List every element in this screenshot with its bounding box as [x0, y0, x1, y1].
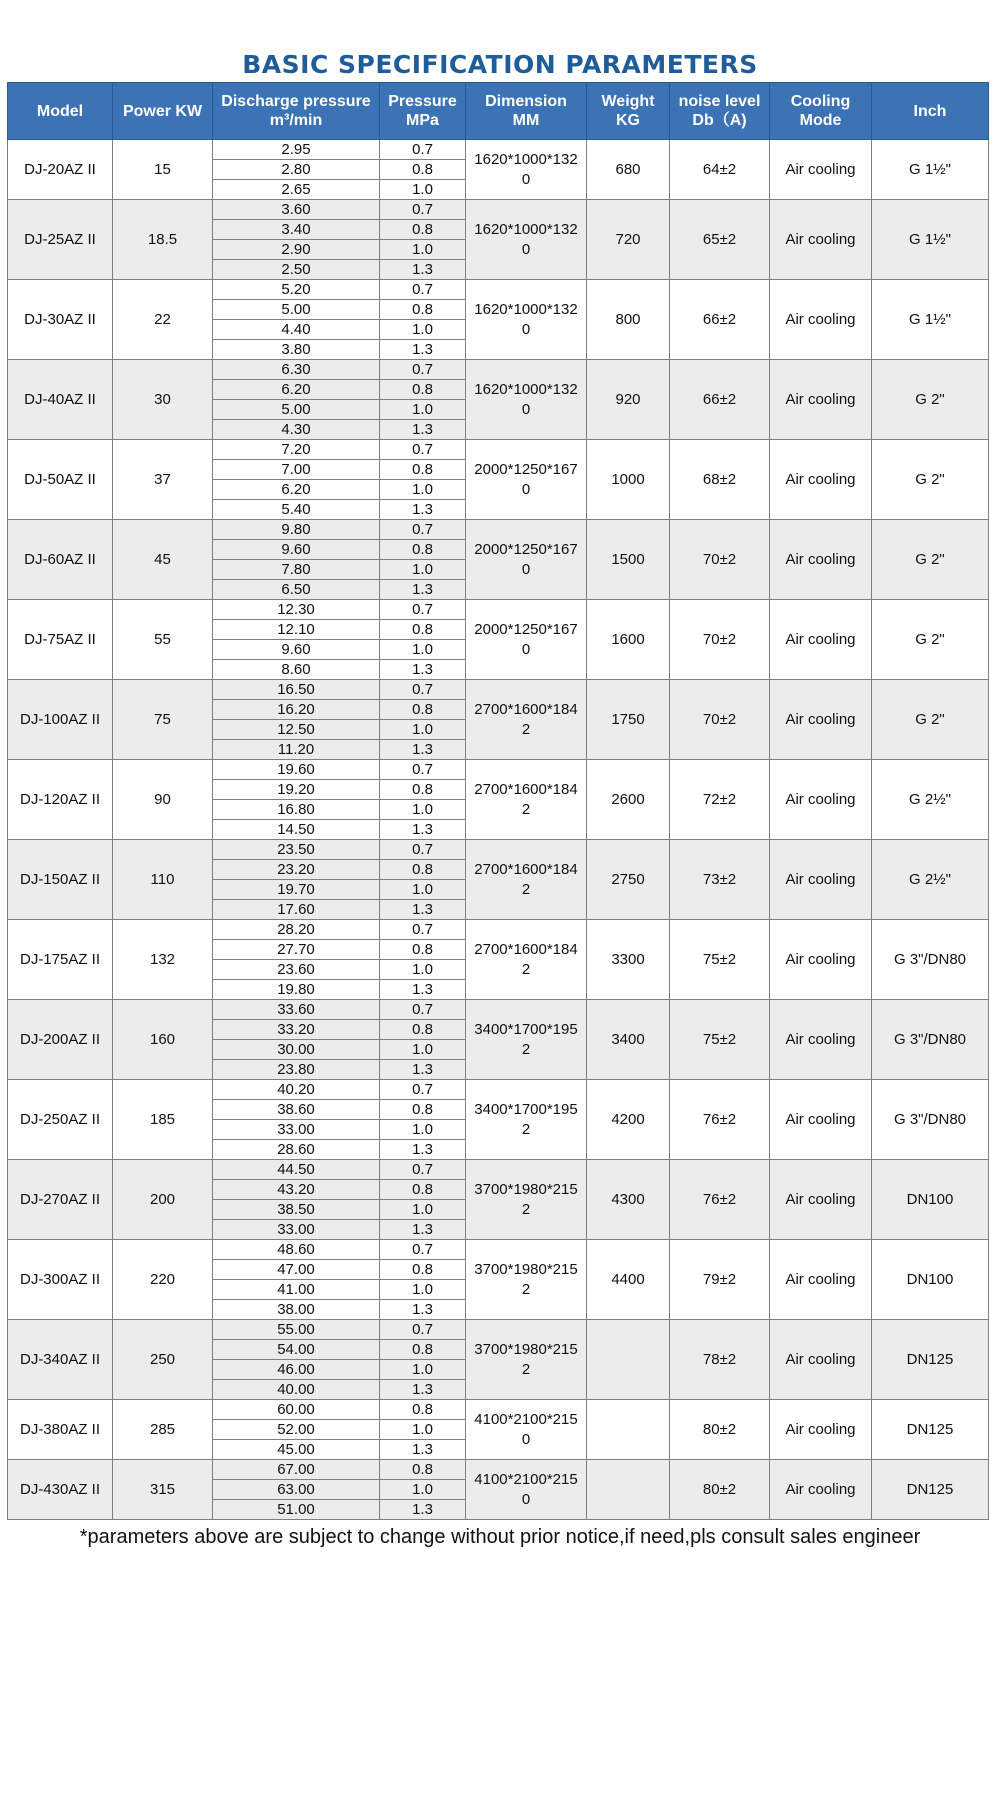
discharge-cell: 43.20	[213, 1180, 380, 1200]
inch-cell: G 2"	[872, 680, 989, 760]
header-cooling: Cooling Mode	[770, 83, 872, 140]
discharge-cell: 6.30	[213, 360, 380, 380]
model-cell: DJ-380AZ II	[8, 1400, 113, 1460]
discharge-cell: 47.00	[213, 1260, 380, 1280]
discharge-cell: 6.50	[213, 580, 380, 600]
cooling-cell: Air cooling	[770, 440, 872, 520]
noise-cell: 79±2	[670, 1240, 770, 1320]
discharge-cell: 9.80	[213, 520, 380, 540]
discharge-cell: 41.00	[213, 1280, 380, 1300]
pressure-cell: 1.0	[380, 1200, 466, 1220]
weight-cell: 4400	[587, 1240, 670, 1320]
inch-cell: G 2"	[872, 520, 989, 600]
discharge-cell: 51.00	[213, 1500, 380, 1520]
inch-cell: G 2½"	[872, 840, 989, 920]
power-cell: 55	[113, 600, 213, 680]
dimension-cell: 3400*1700*195 2	[466, 1000, 587, 1080]
pressure-cell: 1.3	[380, 1440, 466, 1460]
discharge-cell: 63.00	[213, 1480, 380, 1500]
power-cell: 18.5	[113, 200, 213, 280]
pressure-cell: 1.3	[380, 740, 466, 760]
pressure-cell: 1.0	[380, 240, 466, 260]
discharge-cell: 67.00	[213, 1460, 380, 1480]
inch-cell: G 3"/DN80	[872, 1000, 989, 1080]
table-row	[8, 680, 989, 700]
dimension-cell: 3400*1700*195 2	[466, 1080, 587, 1160]
power-cell: 90	[113, 760, 213, 840]
discharge-cell: 12.10	[213, 620, 380, 640]
inch-cell: G 3"/DN80	[872, 920, 989, 1000]
table-row	[8, 760, 989, 780]
pressure-cell: 0.7	[380, 520, 466, 540]
cooling-cell: Air cooling	[770, 140, 872, 200]
pressure-cell: 1.0	[380, 1280, 466, 1300]
pressure-cell: 1.3	[380, 1300, 466, 1320]
table-row	[8, 1460, 989, 1480]
noise-cell: 80±2	[670, 1460, 770, 1520]
weight-cell: 800	[587, 280, 670, 360]
pressure-cell: 1.3	[380, 980, 466, 1000]
discharge-cell: 9.60	[213, 540, 380, 560]
table-row	[8, 280, 989, 300]
discharge-cell: 16.50	[213, 680, 380, 700]
pressure-cell: 1.0	[380, 640, 466, 660]
dimension-cell: 1620*1000*132 0	[466, 140, 587, 200]
discharge-cell: 55.00	[213, 1320, 380, 1340]
model-cell: DJ-175AZ II	[8, 920, 113, 1000]
discharge-cell: 28.20	[213, 920, 380, 940]
pressure-cell: 0.7	[380, 1160, 466, 1180]
pressure-cell: 0.7	[380, 200, 466, 220]
pressure-cell: 1.0	[380, 1040, 466, 1060]
cooling-cell: Air cooling	[770, 1400, 872, 1460]
discharge-cell: 19.80	[213, 980, 380, 1000]
discharge-cell: 6.20	[213, 380, 380, 400]
pressure-cell: 1.3	[380, 900, 466, 920]
power-cell: 45	[113, 520, 213, 600]
table-body	[8, 140, 989, 1520]
discharge-cell: 2.50	[213, 260, 380, 280]
discharge-cell: 17.60	[213, 900, 380, 920]
noise-cell: 68±2	[670, 440, 770, 520]
pressure-cell: 0.7	[380, 440, 466, 460]
noise-cell: 70±2	[670, 520, 770, 600]
inch-cell: G 3"/DN80	[872, 1080, 989, 1160]
dimension-cell: 3700*1980*215 2	[466, 1320, 587, 1400]
dimension-cell: 2000*1250*167 0	[466, 600, 587, 680]
dimension-cell: 2000*1250*167 0	[466, 520, 587, 600]
discharge-cell: 38.60	[213, 1100, 380, 1120]
table-row	[8, 140, 989, 160]
table-row	[8, 920, 989, 940]
power-cell: 160	[113, 1000, 213, 1080]
pressure-cell: 0.7	[380, 840, 466, 860]
noise-cell: 80±2	[670, 1400, 770, 1460]
power-cell: 200	[113, 1160, 213, 1240]
pressure-cell: 0.7	[380, 1000, 466, 1020]
pressure-cell: 1.3	[380, 1060, 466, 1080]
cooling-cell: Air cooling	[770, 920, 872, 1000]
discharge-cell: 11.20	[213, 740, 380, 760]
discharge-cell: 8.60	[213, 660, 380, 680]
weight-cell: 1600	[587, 600, 670, 680]
power-cell: 110	[113, 840, 213, 920]
discharge-cell: 38.00	[213, 1300, 380, 1320]
discharge-cell: 12.50	[213, 720, 380, 740]
pressure-cell: 0.8	[380, 860, 466, 880]
table-row	[8, 1160, 989, 1180]
cooling-cell: Air cooling	[770, 360, 872, 440]
power-cell: 220	[113, 1240, 213, 1320]
inch-cell: DN125	[872, 1320, 989, 1400]
pressure-cell: 1.0	[380, 180, 466, 200]
discharge-cell: 2.80	[213, 160, 380, 180]
weight-cell: 1500	[587, 520, 670, 600]
discharge-cell: 33.20	[213, 1020, 380, 1040]
table-row	[8, 600, 989, 620]
pressure-cell: 0.8	[380, 940, 466, 960]
specification-table	[7, 82, 989, 1520]
pressure-cell: 0.8	[380, 460, 466, 480]
pressure-cell: 0.8	[380, 1460, 466, 1480]
cooling-cell: Air cooling	[770, 520, 872, 600]
weight-cell: 720	[587, 200, 670, 280]
model-cell: DJ-270AZ II	[8, 1160, 113, 1240]
pressure-cell: 1.3	[380, 1380, 466, 1400]
weight-cell: 2750	[587, 840, 670, 920]
noise-cell: 72±2	[670, 760, 770, 840]
discharge-cell: 33.00	[213, 1220, 380, 1240]
pressure-cell: 1.0	[380, 800, 466, 820]
discharge-cell: 5.20	[213, 280, 380, 300]
weight-cell: 3400	[587, 1000, 670, 1080]
noise-cell: 76±2	[670, 1080, 770, 1160]
pressure-cell: 1.3	[380, 260, 466, 280]
pressure-cell: 1.3	[380, 1220, 466, 1240]
weight-cell: 3300	[587, 920, 670, 1000]
discharge-cell: 3.80	[213, 340, 380, 360]
inch-cell: G 1½"	[872, 140, 989, 200]
discharge-cell: 19.60	[213, 760, 380, 780]
table-row	[8, 520, 989, 540]
model-cell: DJ-30AZ II	[8, 280, 113, 360]
dimension-cell: 4100*2100*215 0	[466, 1400, 587, 1460]
power-cell: 22	[113, 280, 213, 360]
noise-cell: 73±2	[670, 840, 770, 920]
discharge-cell: 7.00	[213, 460, 380, 480]
pressure-cell: 0.8	[380, 1340, 466, 1360]
pressure-cell: 1.0	[380, 720, 466, 740]
pressure-cell: 1.0	[380, 480, 466, 500]
table-row	[8, 440, 989, 460]
table-header-row	[8, 83, 989, 140]
pressure-cell: 0.8	[380, 780, 466, 800]
discharge-cell: 7.20	[213, 440, 380, 460]
model-cell: DJ-200AZ II	[8, 1000, 113, 1080]
cooling-cell: Air cooling	[770, 840, 872, 920]
discharge-cell: 5.00	[213, 300, 380, 320]
pressure-cell: 0.8	[380, 300, 466, 320]
pressure-cell: 0.8	[380, 1400, 466, 1420]
cooling-cell: Air cooling	[770, 1240, 872, 1320]
pressure-cell: 0.7	[380, 600, 466, 620]
pressure-cell: 0.7	[380, 1240, 466, 1260]
inch-cell: G 2"	[872, 360, 989, 440]
noise-cell: 65±2	[670, 200, 770, 280]
noise-cell: 70±2	[670, 680, 770, 760]
pressure-cell: 0.8	[380, 540, 466, 560]
discharge-cell: 6.20	[213, 480, 380, 500]
discharge-cell: 7.80	[213, 560, 380, 580]
weight-cell: 1000	[587, 440, 670, 520]
pressure-cell: 0.7	[380, 1080, 466, 1100]
table-row	[8, 1000, 989, 1020]
cooling-cell: Air cooling	[770, 200, 872, 280]
pressure-cell: 1.0	[380, 400, 466, 420]
pressure-cell: 1.3	[380, 420, 466, 440]
pressure-cell: 0.8	[380, 1100, 466, 1120]
discharge-cell: 2.95	[213, 140, 380, 160]
dimension-cell: 2700*1600*184 2	[466, 680, 587, 760]
cooling-cell: Air cooling	[770, 680, 872, 760]
discharge-cell: 40.20	[213, 1080, 380, 1100]
discharge-cell: 2.90	[213, 240, 380, 260]
cooling-cell: Air cooling	[770, 280, 872, 360]
power-cell: 15	[113, 140, 213, 200]
weight-cell: 680	[587, 140, 670, 200]
pressure-cell: 1.3	[380, 580, 466, 600]
pressure-cell: 0.8	[380, 1260, 466, 1280]
noise-cell: 66±2	[670, 360, 770, 440]
inch-cell: DN100	[872, 1160, 989, 1240]
discharge-cell: 23.50	[213, 840, 380, 860]
inch-cell: DN125	[872, 1400, 989, 1460]
pressure-cell: 0.7	[380, 680, 466, 700]
discharge-cell: 3.40	[213, 220, 380, 240]
page-title: BASIC SPECIFICATION PARAMETERS	[242, 50, 758, 79]
discharge-cell: 23.60	[213, 960, 380, 980]
model-cell: DJ-75AZ II	[8, 600, 113, 680]
weight-cell	[587, 1320, 670, 1400]
discharge-cell: 5.00	[213, 400, 380, 420]
pressure-cell: 0.7	[380, 360, 466, 380]
pressure-cell: 0.8	[380, 1020, 466, 1040]
table-row	[8, 840, 989, 860]
pressure-cell: 0.8	[380, 160, 466, 180]
pressure-cell: 0.8	[380, 620, 466, 640]
dimension-cell: 4100*2100*215 0	[466, 1460, 587, 1520]
pressure-cell: 0.8	[380, 380, 466, 400]
power-cell: 37	[113, 440, 213, 520]
weight-cell	[587, 1460, 670, 1520]
dimension-cell: 1620*1000*132 0	[466, 280, 587, 360]
power-cell: 185	[113, 1080, 213, 1160]
table-row	[8, 1240, 989, 1260]
pressure-cell: 1.3	[380, 500, 466, 520]
discharge-cell: 30.00	[213, 1040, 380, 1060]
discharge-cell: 5.40	[213, 500, 380, 520]
discharge-cell: 28.60	[213, 1140, 380, 1160]
pressure-cell: 1.0	[380, 880, 466, 900]
discharge-cell: 3.60	[213, 200, 380, 220]
discharge-cell: 33.60	[213, 1000, 380, 1020]
cooling-cell: Air cooling	[770, 600, 872, 680]
discharge-cell: 54.00	[213, 1340, 380, 1360]
cooling-cell: Air cooling	[770, 1080, 872, 1160]
header-weight: Weight KG	[587, 83, 670, 140]
header-noise: noise level Db（A)	[670, 83, 770, 140]
footnote: *parameters above are subject to change without prior notice,if need,pls consult sales engineer	[79, 1526, 921, 1548]
pressure-cell: 1.3	[380, 660, 466, 680]
pressure-cell: 1.3	[380, 820, 466, 840]
pressure-cell: 0.7	[380, 140, 466, 160]
inch-cell: G 1½"	[872, 200, 989, 280]
discharge-cell: 23.20	[213, 860, 380, 880]
model-cell: DJ-100AZ II	[8, 680, 113, 760]
discharge-cell: 2.65	[213, 180, 380, 200]
noise-cell: 75±2	[670, 920, 770, 1000]
noise-cell: 78±2	[670, 1320, 770, 1400]
discharge-cell: 60.00	[213, 1400, 380, 1420]
discharge-cell: 19.70	[213, 880, 380, 900]
discharge-cell: 46.00	[213, 1360, 380, 1380]
inch-cell: DN125	[872, 1460, 989, 1520]
model-cell: DJ-120AZ II	[8, 760, 113, 840]
power-cell: 285	[113, 1400, 213, 1460]
cooling-cell: Air cooling	[770, 1460, 872, 1520]
model-cell: DJ-20AZ II	[8, 140, 113, 200]
pressure-cell: 0.7	[380, 760, 466, 780]
cooling-cell: Air cooling	[770, 1320, 872, 1400]
dimension-cell: 1620*1000*132 0	[466, 360, 587, 440]
discharge-cell: 27.70	[213, 940, 380, 960]
table-row	[8, 1080, 989, 1100]
pressure-cell: 1.0	[380, 1120, 466, 1140]
discharge-cell: 48.60	[213, 1240, 380, 1260]
pressure-cell: 0.8	[380, 220, 466, 240]
model-cell: DJ-340AZ II	[8, 1320, 113, 1400]
header-discharge: Discharge pressure m³/min	[213, 83, 380, 140]
discharge-cell: 19.20	[213, 780, 380, 800]
header-dimension: Dimension MM	[466, 83, 587, 140]
header-power: Power KW	[113, 83, 213, 140]
cooling-cell: Air cooling	[770, 760, 872, 840]
table-row	[8, 360, 989, 380]
power-cell: 30	[113, 360, 213, 440]
pressure-cell: 0.8	[380, 1180, 466, 1200]
power-cell: 75	[113, 680, 213, 760]
header-inch: Inch	[872, 83, 989, 140]
dimension-cell: 1620*1000*132 0	[466, 200, 587, 280]
cooling-cell: Air cooling	[770, 1000, 872, 1080]
model-cell: DJ-430AZ II	[8, 1460, 113, 1520]
table-row	[8, 1400, 989, 1420]
inch-cell: G 2½"	[872, 760, 989, 840]
dimension-cell: 3700*1980*215 2	[466, 1240, 587, 1320]
header-pressure: Pressure MPa	[380, 83, 466, 140]
weight-cell	[587, 1400, 670, 1460]
pressure-cell: 1.0	[380, 560, 466, 580]
pressure-cell: 1.0	[380, 960, 466, 980]
table-row	[8, 200, 989, 220]
pressure-cell: 0.7	[380, 280, 466, 300]
discharge-cell: 52.00	[213, 1420, 380, 1440]
inch-cell: DN100	[872, 1240, 989, 1320]
discharge-cell: 16.20	[213, 700, 380, 720]
model-cell: DJ-250AZ II	[8, 1080, 113, 1160]
model-cell: DJ-25AZ II	[8, 200, 113, 280]
pressure-cell: 1.0	[380, 1480, 466, 1500]
discharge-cell: 45.00	[213, 1440, 380, 1460]
power-cell: 132	[113, 920, 213, 1000]
weight-cell: 920	[587, 360, 670, 440]
discharge-cell: 4.40	[213, 320, 380, 340]
discharge-cell: 23.80	[213, 1060, 380, 1080]
noise-cell: 70±2	[670, 600, 770, 680]
model-cell: DJ-40AZ II	[8, 360, 113, 440]
noise-cell: 75±2	[670, 1000, 770, 1080]
discharge-cell: 12.30	[213, 600, 380, 620]
dimension-cell: 2700*1600*184 2	[466, 840, 587, 920]
model-cell: DJ-50AZ II	[8, 440, 113, 520]
discharge-cell: 4.30	[213, 420, 380, 440]
dimension-cell: 2700*1600*184 2	[466, 920, 587, 1000]
pressure-cell: 1.0	[380, 1420, 466, 1440]
dimension-cell: 2000*1250*167 0	[466, 440, 587, 520]
pressure-cell: 1.3	[380, 340, 466, 360]
discharge-cell: 16.80	[213, 800, 380, 820]
inch-cell: G 2"	[872, 440, 989, 520]
header-model: Model	[8, 83, 113, 140]
pressure-cell: 1.0	[380, 320, 466, 340]
model-cell: DJ-300AZ II	[8, 1240, 113, 1320]
pressure-cell: 0.7	[380, 920, 466, 940]
pressure-cell: 0.7	[380, 1320, 466, 1340]
noise-cell: 66±2	[670, 280, 770, 360]
model-cell: DJ-60AZ II	[8, 520, 113, 600]
noise-cell: 76±2	[670, 1160, 770, 1240]
pressure-cell: 1.3	[380, 1140, 466, 1160]
discharge-cell: 40.00	[213, 1380, 380, 1400]
weight-cell: 4200	[587, 1080, 670, 1160]
pressure-cell: 1.3	[380, 1500, 466, 1520]
pressure-cell: 0.8	[380, 700, 466, 720]
power-cell: 315	[113, 1460, 213, 1520]
table-row	[8, 1320, 989, 1340]
dimension-cell: 2700*1600*184 2	[466, 760, 587, 840]
weight-cell: 4300	[587, 1160, 670, 1240]
inch-cell: G 2"	[872, 600, 989, 680]
weight-cell: 2600	[587, 760, 670, 840]
discharge-cell: 14.50	[213, 820, 380, 840]
cooling-cell: Air cooling	[770, 1160, 872, 1240]
weight-cell: 1750	[587, 680, 670, 760]
model-cell: DJ-150AZ II	[8, 840, 113, 920]
dimension-cell: 3700*1980*215 2	[466, 1160, 587, 1240]
pressure-cell: 1.0	[380, 1360, 466, 1380]
inch-cell: G 1½"	[872, 280, 989, 360]
noise-cell: 64±2	[670, 140, 770, 200]
discharge-cell: 33.00	[213, 1120, 380, 1140]
discharge-cell: 9.60	[213, 640, 380, 660]
discharge-cell: 38.50	[213, 1200, 380, 1220]
power-cell: 250	[113, 1320, 213, 1400]
discharge-cell: 44.50	[213, 1160, 380, 1180]
